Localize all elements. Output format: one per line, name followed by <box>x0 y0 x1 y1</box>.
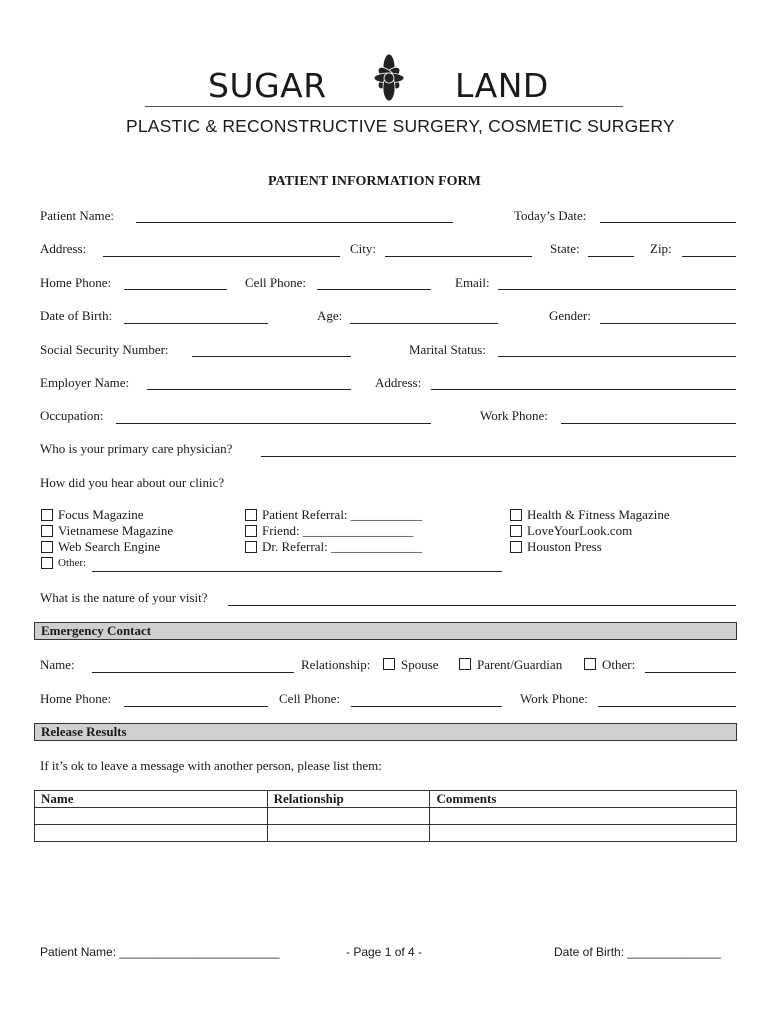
column-header-comments: Comments <box>430 791 737 808</box>
focus-magazine-label: Focus Magazine <box>58 507 144 522</box>
release-name-cell[interactable] <box>35 825 268 842</box>
form-title: PATIENT INFORMATION FORM <box>268 174 481 189</box>
marital-status-field[interactable] <box>498 356 736 357</box>
table-row <box>35 825 737 842</box>
marital-status-label: Marital Status: <box>409 342 486 357</box>
work-phone-field[interactable] <box>561 423 736 424</box>
emergency-relationship-label: Relationship: <box>301 657 371 672</box>
column-header-relationship: Relationship <box>267 791 430 808</box>
occupation-label: Occupation: <box>40 408 104 423</box>
spouse-checkbox[interactable] <box>383 658 395 670</box>
todays-date-label: Today’s Date: <box>514 208 587 223</box>
email-field[interactable] <box>498 289 736 290</box>
other-relationship-label: Other: <box>602 657 636 672</box>
release-comments-cell[interactable] <box>430 825 737 842</box>
parent-guardian-checkbox[interactable] <box>459 658 471 670</box>
logo-divider <box>145 106 623 107</box>
employer-name-field[interactable] <box>147 389 351 390</box>
emergency-home-phone-label: Home Phone: <box>40 691 112 706</box>
state-field[interactable] <box>588 256 634 257</box>
employer-name-label: Employer Name: <box>40 375 130 390</box>
occupation-field[interactable] <box>116 423 431 424</box>
todays-date-field[interactable] <box>600 222 736 223</box>
employer-address-label: Address: <box>375 375 422 390</box>
health-fitness-label: Health & Fitness Magazine <box>527 507 670 522</box>
other-source-field[interactable] <box>92 571 502 572</box>
release-relationship-cell[interactable] <box>267 825 430 842</box>
emergency-contact-heading: Emergency Contact <box>34 622 737 640</box>
vietnamese-magazine-label: Vietnamese Magazine <box>58 523 174 538</box>
release-table-header <box>35 791 737 808</box>
emergency-cell-phone-label: Cell Phone: <box>279 691 341 706</box>
table-row <box>35 808 737 825</box>
referral-question: How did you hear about our clinic? <box>40 475 225 490</box>
zip-field[interactable] <box>682 256 736 257</box>
gender-label: Gender: <box>549 308 591 323</box>
emergency-work-phone-field[interactable] <box>598 706 736 707</box>
gender-field[interactable] <box>600 323 736 324</box>
city-label: City: <box>350 241 377 256</box>
houston-press-label: Houston Press <box>527 539 602 554</box>
lotus-logo-icon <box>366 52 412 104</box>
footer-patient-name: Patient Name: ________________________ <box>40 945 280 959</box>
friend-label: Friend: _________________ <box>262 523 414 538</box>
release-table <box>34 790 737 842</box>
parent-guardian-label: Parent/Guardian <box>477 657 563 672</box>
age-label: Age: <box>317 308 343 323</box>
patient-name-field[interactable] <box>136 222 453 223</box>
address-field[interactable] <box>103 256 340 257</box>
emergency-home-phone-field[interactable] <box>124 706 268 707</box>
loveyourlook-checkbox[interactable] <box>510 525 522 537</box>
state-label: State: <box>550 241 580 256</box>
ssn-field[interactable] <box>192 356 351 357</box>
health-fitness-checkbox[interactable] <box>510 509 522 521</box>
work-phone-label: Work Phone: <box>480 408 548 423</box>
cell-phone-field[interactable] <box>317 289 431 290</box>
emergency-cell-phone-field[interactable] <box>351 706 502 707</box>
other-source-checkbox[interactable] <box>41 557 53 569</box>
dr-referral-label: Dr. Referral: ______________ <box>262 539 422 554</box>
home-phone-label: Home Phone: <box>40 275 112 290</box>
other-source-label: Other: <box>58 557 87 569</box>
footer-page-number: - Page 1 of 4 - <box>346 945 423 959</box>
address-label: Address: <box>40 241 87 256</box>
visit-question: What is the nature of your visit? <box>40 590 208 605</box>
focus-magazine-checkbox[interactable] <box>41 509 53 521</box>
vietnamese-magazine-checkbox[interactable] <box>41 525 53 537</box>
friend-checkbox[interactable] <box>245 525 257 537</box>
release-relationship-cell[interactable] <box>267 808 430 825</box>
other-relationship-field[interactable] <box>645 672 736 673</box>
web-search-checkbox[interactable] <box>41 541 53 553</box>
zip-label: Zip: <box>650 241 672 256</box>
visit-field[interactable] <box>228 605 736 606</box>
emergency-name-label: Name: <box>40 657 75 672</box>
dr-referral-checkbox[interactable] <box>245 541 257 553</box>
other-relationship-checkbox[interactable] <box>584 658 596 670</box>
houston-press-checkbox[interactable] <box>510 541 522 553</box>
email-label: Email: <box>455 275 490 290</box>
web-search-label: Web Search Engine <box>58 539 161 554</box>
physician-field[interactable] <box>261 456 736 457</box>
release-comments-cell[interactable] <box>430 808 737 825</box>
release-name-cell[interactable] <box>35 808 268 825</box>
dob-field[interactable] <box>124 323 268 324</box>
release-prompt: If it’s ok to leave a message with another person, please list them: <box>40 758 382 773</box>
patient-referral-label: Patient Referral: ___________ <box>262 507 423 522</box>
logo-word-left: SUGAR <box>208 66 327 105</box>
patient-name-label: Patient Name: <box>40 208 115 223</box>
age-field[interactable] <box>350 323 498 324</box>
spouse-label: Spouse <box>401 657 439 672</box>
footer-dob: Date of Birth: ______________ <box>554 945 721 959</box>
cell-phone-label: Cell Phone: <box>245 275 307 290</box>
release-results-heading: Release Results <box>34 723 737 741</box>
logo-word-right: LAND <box>455 66 549 105</box>
logo-subtitle: PLASTIC & RECONSTRUCTIVE SURGERY, COSMETIC SURGERY <box>126 116 675 136</box>
emergency-work-phone-label: Work Phone: <box>520 691 588 706</box>
home-phone-field[interactable] <box>124 289 227 290</box>
employer-address-field[interactable] <box>431 389 736 390</box>
physician-question: Who is your primary care physician? <box>40 441 233 456</box>
city-field[interactable] <box>385 256 532 257</box>
emergency-name-field[interactable] <box>92 672 294 673</box>
column-header-name: Name <box>35 791 268 808</box>
ssn-label: Social Security Number: <box>40 342 169 357</box>
patient-referral-checkbox[interactable] <box>245 509 257 521</box>
loveyourlook-label: LoveYourLook.com <box>527 523 633 538</box>
dob-label: Date of Birth: <box>40 308 113 323</box>
